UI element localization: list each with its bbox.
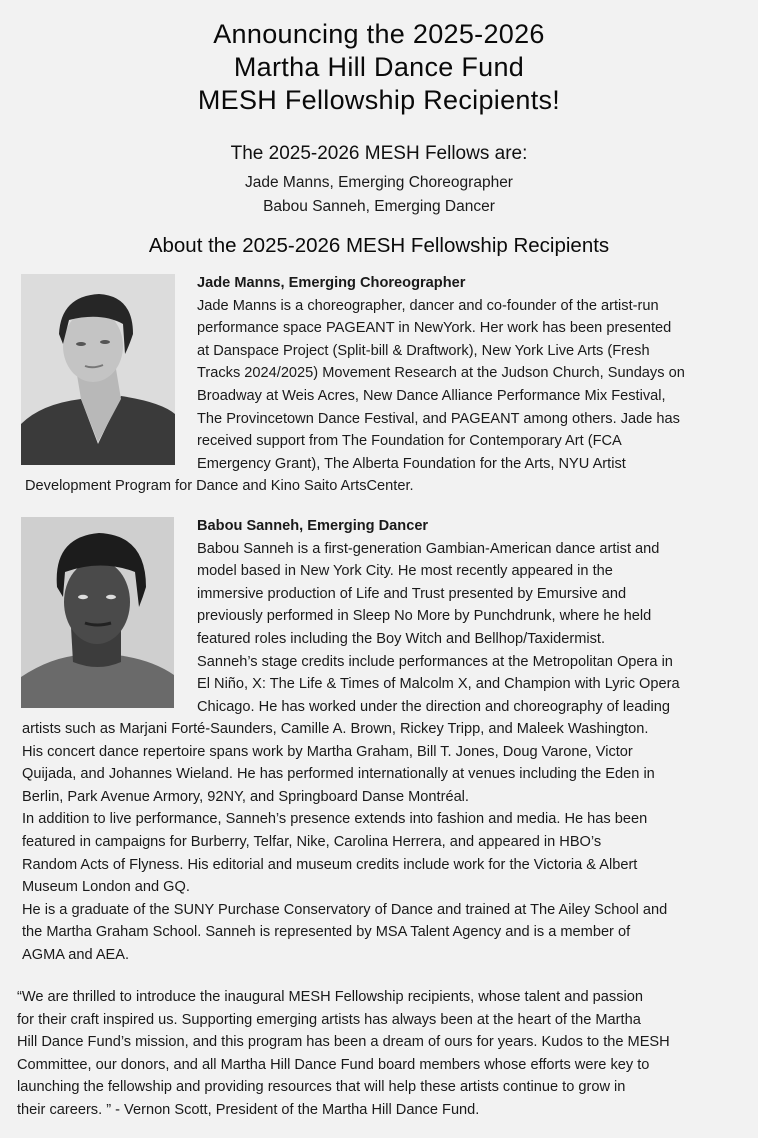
bio-line: AGMA and AEA. <box>22 946 130 963</box>
bio-line: Museum London and GQ. <box>22 879 190 896</box>
bio-line: Random Acts of Flyness. His editorial and museum credits include work for the Victoria & Albert <box>22 856 638 873</box>
bio-line: artists such as Marjani Forté-Saunders, Camille A. Brown, Rickey Tripp, and Maleek Washington. <box>22 721 649 737</box>
bio-line: His concert dance repertoire spans work by Martha Graham, Bill T. Jones, Doug Varone, Victor <box>22 743 633 760</box>
bio-line: Babou Sanneh is a first-generation Gambian-American dance artist and <box>197 540 660 557</box>
bio-line: previously performed in Sleep No More by Punchdrunk, where he held <box>197 608 652 625</box>
bio-line: received support from The Foundation for Contemporary Art (FCA <box>197 433 622 450</box>
portrait-photo-jade-manns <box>21 274 175 465</box>
page-title <box>0 18 758 117</box>
bio-babou-sanneh <box>197 515 680 718</box>
fellows-list <box>0 171 758 219</box>
bio-line: featured in campaigns for Burberry, Telfar, Nike, Carolina Herrera, and appeared in HBO’s <box>22 833 602 850</box>
title-line: Martha Hill Dance Fund <box>233 52 525 82</box>
bio-line: Berlin, Park Avenue Armory, 92NY, and Springboard Danse Montréal. <box>22 788 469 805</box>
fellow-item: Babou Sanneh, Emerging Dancer <box>263 198 495 215</box>
bio-jade-manns-continued <box>25 475 414 498</box>
bio-line: Development Program for Dance and Kino Saito ArtsCenter. <box>25 478 414 494</box>
quote-line: launching the fellowship and providing resources that will help these artists continue to grow in <box>17 1079 626 1096</box>
bio-jade-manns <box>197 272 685 475</box>
president-quote <box>17 986 747 1122</box>
bio-line: Emergency Grant), The Alberta Foundation for the Arts, NYU Artist <box>197 455 626 472</box>
bio-line: performance space PAGEANT in NewYork. Her work has been presented <box>197 320 672 337</box>
quote-line: their careers. ” - Vernon Scott, President of the Martha Hill Dance Fund. <box>17 1101 480 1118</box>
title-line: Announcing the 2025-2026 <box>213 19 545 49</box>
bio-line: the Martha Graham School. Sanneh is represented by MSA Talent Agency and is a member of <box>22 924 631 941</box>
title-line: MESH Fellowship Recipients! <box>197 85 561 115</box>
portrait-image <box>21 274 175 465</box>
quote-line: Committee, our donors, and all Martha Hill Dance Fund board members whose efforts were key to <box>17 1056 650 1073</box>
bio-line: Quijada, and Johannes Wieland. He has performed internationally at venues including the Eden in <box>22 766 655 783</box>
quote-line: “We are thrilled to introduce the inaugural MESH Fellowship recipients, whose talent and passion <box>17 989 643 1005</box>
quote-line: Hill Dance Fund’s mission, and this program has been a dream of ours for years. Kudos to the MESH <box>17 1034 670 1051</box>
bio-line: The Provincetown Dance Festival, and PAGEANT among others. Jade has <box>197 410 680 427</box>
fellows-heading: The 2025-2026 MESH Fellows are: <box>230 143 528 164</box>
bio-line: immersive production of Life and Trust presented by Emursive and <box>197 585 627 602</box>
bio-line: Broadway at Weis Acres, New Dance Alliance Performance Mix Festival, <box>197 387 666 404</box>
about-heading: About the 2025-2026 MESH Fellowship Recipients <box>148 234 610 257</box>
portrait-image <box>21 517 174 708</box>
bio-line: He is a graduate of the SUNY Purchase Conservatory of Dance and trained at The Ailey School and <box>22 901 668 918</box>
bio-babou-sanneh-continued <box>22 718 667 967</box>
bio-line: at Danspace Project (Split-bill & Draftwork), New York Live Arts (Fresh <box>197 342 650 359</box>
portrait-photo-babou-sanneh <box>21 517 174 708</box>
recipient-name: Jade Manns, Emerging Choreographer <box>197 275 466 291</box>
bio-line: featured roles including the Boy Witch and Bellhop/Taxidermist. <box>197 630 606 647</box>
recipient-name: Babou Sanneh, Emerging Dancer <box>197 518 429 534</box>
bio-line: El Niño, X: The Life & Times of Malcolm X, and Champion with Lyric Opera <box>197 676 680 693</box>
bio-line: Chicago. He has worked under the direction and choreography of leading <box>197 698 670 715</box>
bio-line: Tracks 2024/2025) Movement Research at the Judson Church, Sundays on <box>197 365 685 382</box>
bio-line: model based in New York City. He most recently appeared in the <box>197 563 613 580</box>
bio-line: In addition to live performance, Sanneh’s presence extends into fashion and media. He has been <box>22 811 648 828</box>
bio-line: Sanneh’s stage credits include performances at the Metropolitan Opera in <box>197 653 673 670</box>
fellow-item: Jade Manns, Emerging Choreographer <box>245 174 513 191</box>
quote-line: for their craft inspired us. Supporting emerging artists has always been at the heart of the Martha <box>17 1011 641 1028</box>
bio-line: Jade Manns is a choreographer, dancer and co-founder of the artist-run <box>197 297 659 314</box>
